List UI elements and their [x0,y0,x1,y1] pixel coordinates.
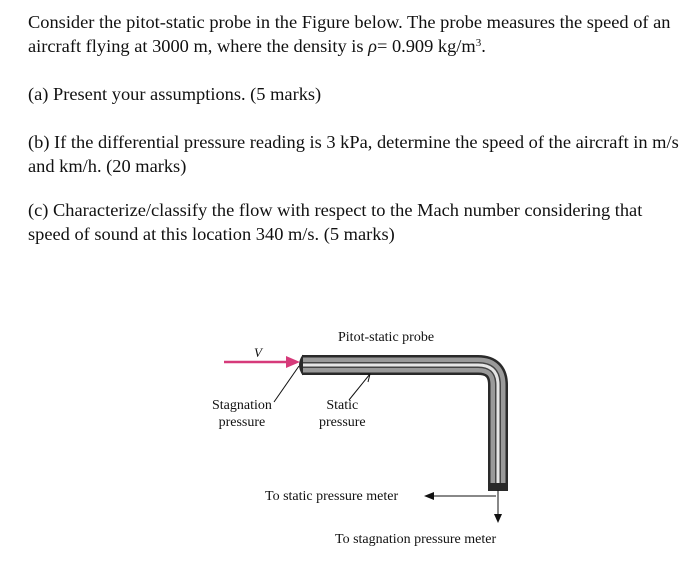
velocity-label: V [254,345,262,360]
stagnation-label-line1: Stagnation [212,398,272,413]
probe-tube-end [488,483,508,491]
stagnation-label-line2: pressure [218,415,266,430]
static-pressure-label [319,397,366,431]
rho-value: = 0.909 kg/m [376,36,476,56]
stagnation-leader [274,366,299,402]
static-label-line2: pressure [319,415,366,430]
question-part-b: (b) If the differential pressure reading is 3 kPa, determine the speed of the aircraft in m/s and km/h. (20 marks) [28,132,679,176]
static-label-line1: Static [326,398,359,413]
question-part-a: (a) Present your assumptions. (5 marks) [28,84,322,104]
question-part-c: (c) Characterize/classify the flow with respect to the Mach number considering that speed of sound at this location 340 m/s. (5 marks) [28,200,643,244]
stagnation-pressure-label [212,397,272,431]
static-meter-arrowhead [424,492,434,500]
intro-text: Consider the pitot-static probe in the Figure below. The probe measures the speed of an aircraft flying at 3000 m, where the density is [28,12,671,56]
question-intro [28,10,688,58]
rho-symbol: ρ [368,36,377,56]
static-meter-label: To static pressure meter [265,489,399,504]
intro-end: . [481,36,486,56]
pitot-static-probe-figure [0,320,700,578]
probe-nose [300,355,304,375]
velocity-arrowhead [286,356,300,368]
stagnation-meter-label: To stagnation pressure meter [335,532,497,547]
rho-exponent: 3 [475,37,482,49]
probe-title: Pitot-static probe [338,330,435,345]
stagnation-meter-arrowhead [494,514,502,523]
